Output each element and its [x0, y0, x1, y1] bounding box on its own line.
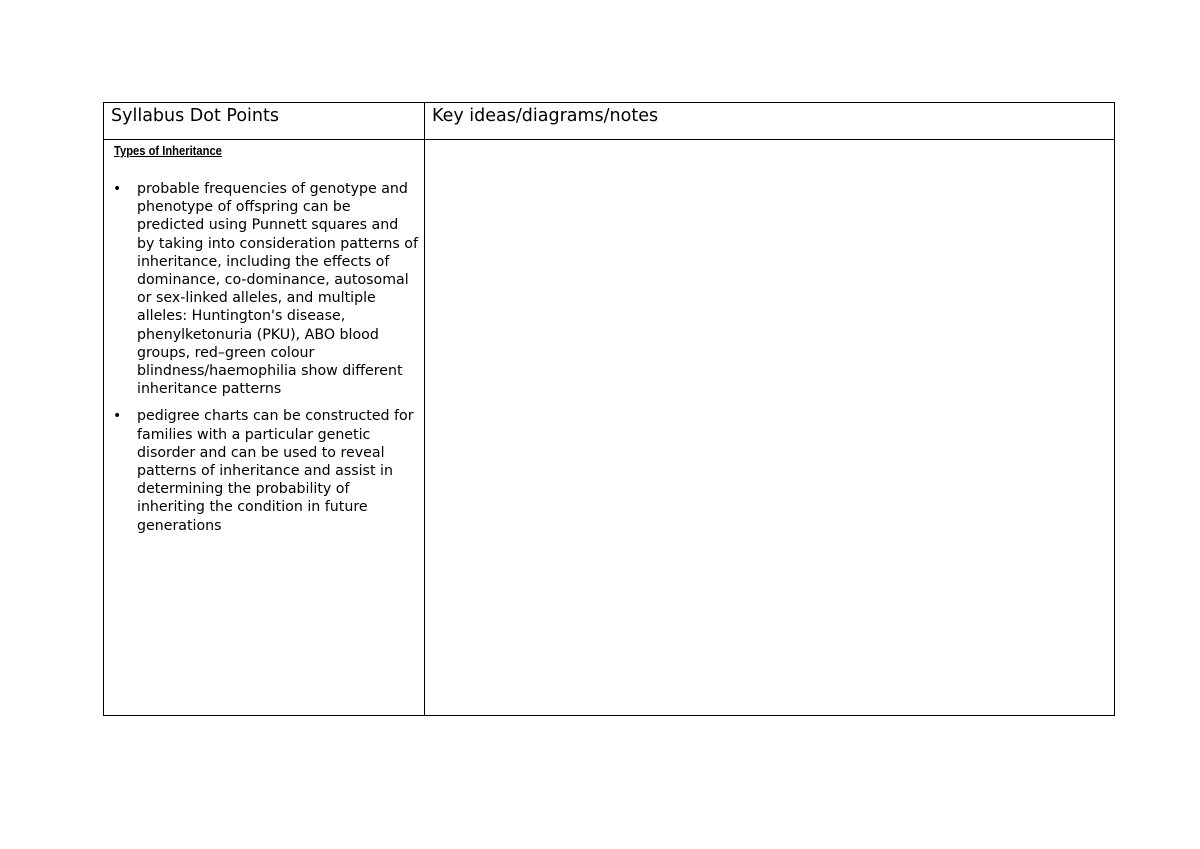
syllabus-dot-points-header: Syllabus Dot Points [104, 103, 425, 140]
syllabus-cell [104, 140, 425, 716]
dot-point [111, 407, 418, 534]
syllabus-table [103, 102, 1115, 716]
bullet-icon: • [113, 408, 122, 425]
dot-point-list [111, 180, 418, 535]
notes-cell[interactable] [425, 140, 1115, 716]
header-row [104, 103, 1115, 140]
dot-point [111, 180, 418, 398]
bullet-icon: • [113, 181, 122, 197]
key-ideas-header: Key ideas/diagrams/notes [425, 103, 1115, 140]
dot-point-text: probable frequencies of genotype and phenotype of offspring can be predicted using Punnett squares and by taking into consideration patterns of inheritance, including the effects of dominance, co-dominance, autosomal or sex-linked alleles, and multiple alleles: Huntington's disease, phenylketonuria (PKU), ABO blood groups, red–green colour blindness/haemophilia show different inheritance patterns [137, 181, 418, 398]
section-heading: Types of Inheritance [114, 143, 222, 158]
dot-point-text: pedigree charts can be constructed for families with a particular genetic disorder and can be used to reveal patterns of inheritance and assist in determining the probability of inheriting the condition in future generations [137, 408, 414, 534]
content-row [104, 140, 1115, 716]
